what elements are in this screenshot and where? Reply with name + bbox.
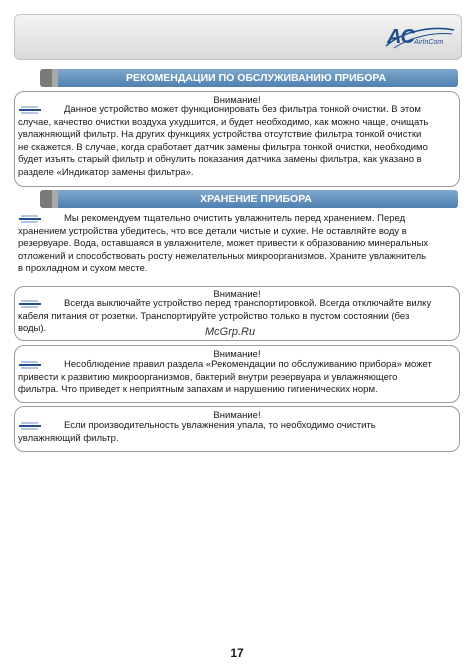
note-line: увлажняющий фильтр. (18, 432, 119, 444)
storage-line: Мы рекомендуем тщательно очистить увлажнитель перед хранением. Перед (64, 213, 406, 224)
logo-mark: AC (387, 26, 414, 48)
section-heading-maintenance (54, 69, 458, 87)
storage-line: хранением устройства убедитесь, что все детали чистые и сухие. Не оставляйте воду в (18, 225, 407, 237)
section-tab-marker (40, 190, 58, 208)
section-heading-text: ХРАНЕНИЕ ПРИБОРА (200, 193, 312, 205)
watermark: McGrp.Ru (205, 326, 256, 338)
note-line: воды). (18, 323, 47, 335)
storage-line: резервуаре. Вода, оставшаяся в увлажнителе, может привести к образованию минеральных (18, 238, 429, 250)
section-tab-marker (40, 69, 58, 87)
note-line: не скажется. В случае, когда сработает датчик замены фильтра тонкой очистки, необходимо (18, 141, 428, 153)
note-line: увлажняющий фильтр. На других функциях устройства отсутствие фильтра тонкой очистки (18, 129, 422, 141)
storage-line: в прохладном и сухом месте. (18, 263, 148, 275)
note-title: Внимание! (213, 410, 261, 421)
note-text-humidification (18, 420, 452, 445)
note-line: Несоблюдение правил раздела «Рекомендации по обслуживанию прибора» может (64, 359, 432, 370)
storage-line: отложений и способствовать росту нежелательных микроорганизмов. Храните увлажнитель (18, 250, 427, 262)
note-line: случае, качество очистки воздуха ухудшится, и будет необходимо, как можно чаще, очищать (18, 116, 429, 128)
note-line: кабеля питания от розетки. Транспортируйте устройство только в пустом состоянии (без (18, 310, 410, 322)
logo-text: AirInCom (414, 39, 444, 46)
note-title: Внимание! (213, 95, 261, 106)
airincom-logo-icon (384, 26, 456, 52)
note-title: Внимание! (213, 289, 261, 300)
note-line: будет изъять старый фильтр и обнулить показания датчика замены фильтра, как указано в (18, 154, 422, 166)
note-line: Данное устройство может функционировать без фильтра тонкой очистки. В этом (64, 104, 421, 115)
note-title: Внимание! (213, 349, 261, 360)
note-line: привести к развитию микроорганизмов, бактерий внутри резервуара и увлажняющего (18, 371, 398, 383)
note-line: Всегда выключайте устройство перед транспортировкой. Всегда отключайте вилку (64, 298, 432, 309)
section-heading-storage (54, 190, 458, 208)
page-number: 17 (230, 646, 244, 660)
note-line: Если производительность увлажнения упала, то необходимо очистить (64, 420, 376, 431)
note-text-fine-filter (18, 104, 452, 180)
note-line: фильтра. Что приведет к неприятным запахам и нарушению гигиенических норм. (18, 384, 378, 396)
section-heading-text: РЕКОМЕНДАЦИИ ПО ОБСЛУЖИВАНИЮ ПРИБОРА (125, 72, 387, 84)
storage-text (18, 213, 452, 276)
note-text-hygiene (18, 359, 452, 397)
note-line: разделе «Индикатор замены фильтра». (18, 166, 194, 178)
